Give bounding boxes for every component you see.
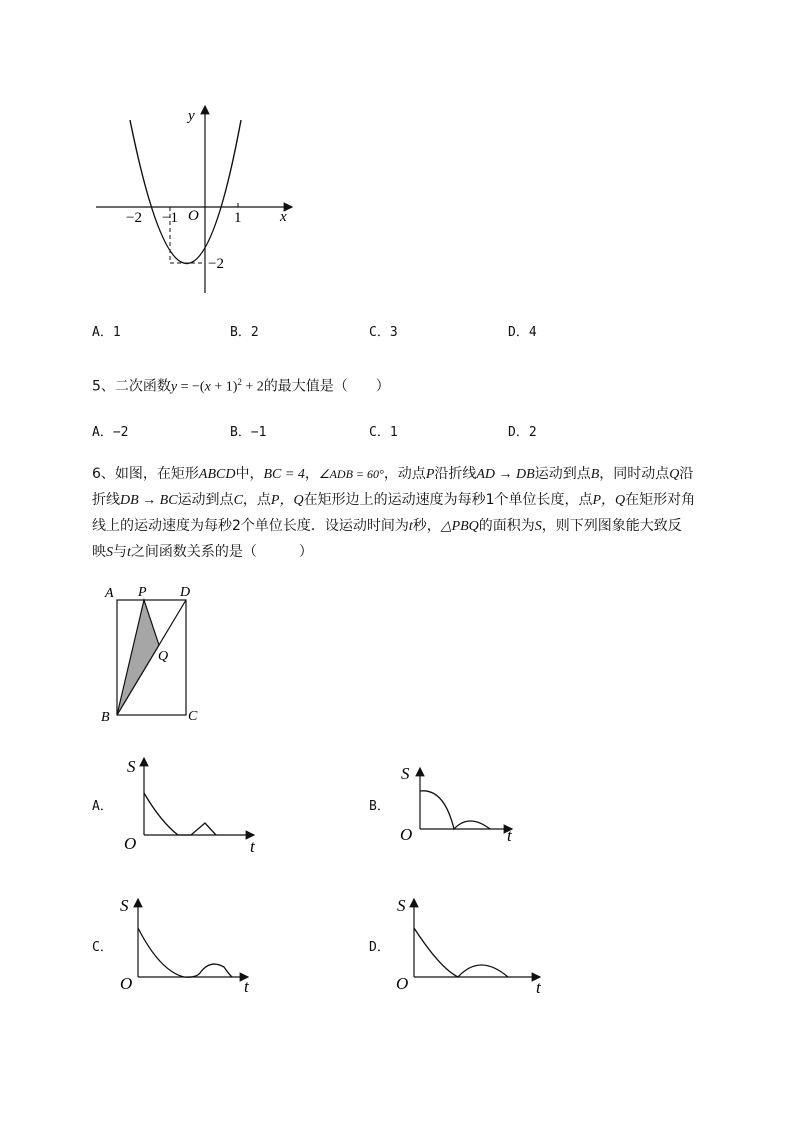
q6-text: 运动到点 (177, 492, 234, 508)
q6-var-s: S (534, 519, 542, 534)
q5-option-d[interactable]: D．2 (508, 425, 537, 440)
q6-text: ， (304, 466, 319, 482)
q6-text: 在矩形边上的运动速度为每秒1个单位长度，点 (303, 492, 593, 508)
label-t: t (536, 978, 541, 997)
label-o: O (400, 825, 413, 844)
label-s: S (397, 896, 406, 915)
q6-var-t: t (127, 545, 131, 560)
q5-question (92, 369, 390, 401)
q4-option-a[interactable]: A．1 (92, 325, 121, 340)
label-c: C (188, 709, 198, 724)
q6-option-c-label[interactable]: C． (92, 940, 113, 955)
q6-path-p: AD → DB (476, 467, 535, 482)
q5-formula-x: x (204, 379, 211, 395)
q6-var-q: Q (669, 467, 680, 482)
q6-rect-name: ABCD (198, 467, 236, 482)
q5-formula-part: = −( (177, 379, 205, 395)
label-s: S (127, 757, 136, 776)
q6-text: 秒， (412, 518, 441, 534)
q6-angle: ∠ADB = 60° (318, 467, 384, 481)
label-t: t (244, 977, 249, 996)
q6-text: ，同时动点 (599, 466, 670, 482)
q6-var-p: P (425, 467, 435, 482)
q5-formula-y: y (170, 379, 178, 395)
label-d: D (180, 585, 191, 600)
q6-text: 运动到点 (534, 466, 591, 482)
q6-text: 映 (92, 544, 106, 560)
label-t: t (250, 837, 255, 856)
label-o: O (396, 974, 409, 993)
x-axis-label: x (280, 209, 287, 225)
tick-label-neg1: −1 (162, 210, 178, 226)
tick-label-neg2: −2 (126, 210, 142, 226)
q6-text: 在矩形对角 (625, 492, 696, 508)
label-s: S (401, 764, 410, 783)
q6-line-2 (92, 487, 695, 514)
q5-lead: 5、二次函数 (92, 378, 171, 395)
q6-line-4 (92, 539, 313, 566)
q5-option-a[interactable]: A．−2 (92, 425, 129, 440)
label-t: t (507, 826, 512, 845)
q4-option-b[interactable]: B．2 (230, 325, 259, 340)
curve-b (420, 791, 490, 829)
q6-text: 的面积为 (478, 518, 535, 534)
q6-text: ，点 (242, 492, 271, 508)
q6-option-a-label[interactable]: A． (92, 799, 113, 814)
y-axis-label: y (188, 108, 195, 124)
q5-option-b[interactable]: B．−1 (230, 425, 267, 440)
q6-var-t: t (408, 519, 413, 534)
label-a: A (105, 586, 114, 601)
parabola-curve (130, 120, 241, 264)
q6-option-d-label[interactable]: D． (369, 940, 390, 955)
q6-text: 沿 (679, 466, 694, 482)
q6-text: 线上的运动速度为每秒2个单位长度．设运动时间为 (92, 518, 409, 534)
label-q: Q (158, 649, 169, 664)
curve-d (414, 928, 508, 977)
option-a-graph[interactable] (118, 752, 268, 857)
label-b: B (101, 710, 110, 725)
q6-var-c: C (233, 493, 243, 508)
triangle-pbq (117, 600, 159, 715)
q6-var-b: B (590, 467, 600, 482)
q6-text: ，则下列图象能大致反 (541, 518, 682, 534)
curve-c (138, 928, 232, 977)
label-s: S (120, 896, 129, 915)
q6-triangle: △PBQ (440, 519, 479, 534)
q5-formula-part: + 1) (210, 379, 238, 395)
curve-a (144, 793, 216, 835)
origin-label: O (188, 208, 199, 224)
option-d-graph[interactable] (392, 893, 552, 998)
tick-label-1: 1 (234, 210, 242, 226)
rectangle-figure (98, 580, 213, 725)
q5-formula-exponent: 2 (237, 377, 242, 387)
label-p: P (138, 585, 147, 600)
q4-option-d[interactable]: D．4 (508, 325, 537, 340)
q6-var-pq: P，Q (592, 493, 626, 508)
option-c-graph[interactable] (118, 893, 268, 998)
q6-option-b-label[interactable]: B． (369, 799, 390, 814)
q6-text: 之间函数关系的是（ ） (130, 544, 313, 560)
q5-formula-part: + 2 (241, 379, 264, 395)
q6-line-3 (92, 513, 682, 540)
q6-line-1 (92, 461, 693, 488)
y-value-label: −2 (208, 256, 224, 272)
q4-option-c[interactable]: C．3 (369, 325, 398, 340)
q6-text: 6、如图，在矩形 (92, 466, 199, 482)
q6-text: 沿折线 (434, 466, 477, 482)
q6-text: 中， (235, 466, 264, 482)
parabola-graph (90, 98, 310, 298)
q6-path-q: DB → BC (120, 493, 178, 508)
q6-var-pq: P，Q (270, 493, 304, 508)
q6-text: 与 (113, 544, 127, 560)
q5-option-c[interactable]: C．1 (369, 425, 398, 440)
q5-tail: 的最大值是（ ） (263, 378, 390, 395)
label-o: O (120, 974, 133, 993)
label-o: O (124, 834, 137, 853)
option-b-graph[interactable] (396, 762, 526, 847)
q6-text: 折线 (92, 492, 120, 508)
q6-text: ，动点 (383, 466, 426, 482)
q6-var-s: S (106, 545, 113, 560)
q6-bc-value: BC = 4 (263, 467, 305, 482)
